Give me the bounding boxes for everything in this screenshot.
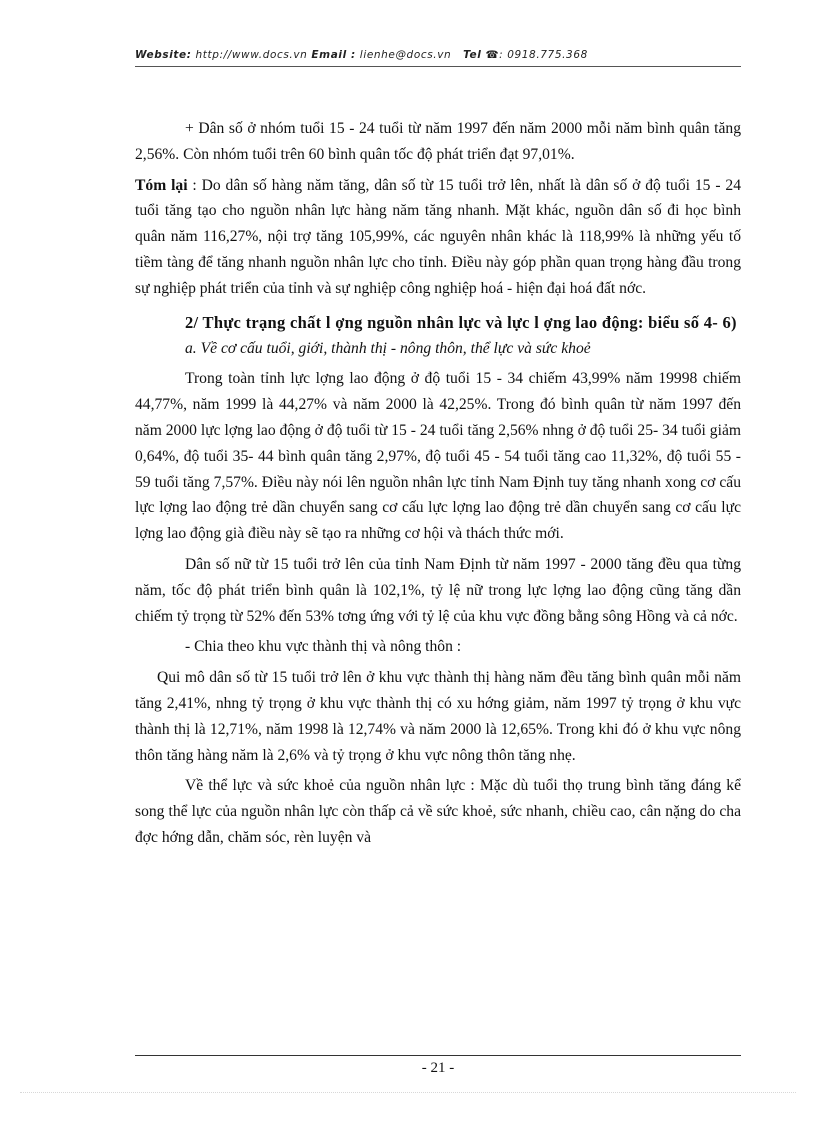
email-value[interactable]: lienhe@docs.vn — [359, 49, 452, 61]
tel-value: : 0918.775.368 — [499, 49, 588, 61]
email-label: Email : — [311, 49, 356, 61]
paragraph-age-group: + Dân số ở nhóm tuổi 15 - 24 tuổi từ năm 1997 đến năm 2000 mỗi năm bình quân tăng 2,56%. Còn nhóm tuổi trên 60 bình quân tốc độ phát triển đạt 97,01%. — [135, 120, 741, 163]
phone-icon: ☎ — [485, 49, 500, 61]
page-edge-dots — [20, 1092, 796, 1093]
document-body — [135, 116, 741, 856]
paragraph-urban-rural: Qui mô dân số từ 15 tuổi trở lên ở khu vực thành thị hàng năm đều tăng bình quân mỗi năm tăng 2,41%, nhng tỷ trọng ở khu vực thành thị có xu hớng giảm, năm 1997 tỷ trọng ở khu vực thành thị là 12,71%, năm 1998 là 12,74% và năm 2000 là 12,65%. Trong khi đó ở khu vực nông thôn tăng hàng năm là 2,6% và tỷ trọng ở khu vực nông thôn tăng nhẹ. — [135, 669, 741, 764]
paragraph-female-population: Dân số nữ từ 15 tuổi trở lên của tỉnh Nam Định từ năm 1997 - 2000 tăng đều qua từng năm, tốc độ phát triển bình quân là 102,1%, tỷ lệ nữ trong lực lợng lao động cũng tăng dần chiếm tỷ trọng từ 52% đến 53% tơng ứng với tỷ lệ của khu vực đồng bằng sông Hồng và cả nớc. — [135, 555, 741, 625]
paragraph-health: Về thể lực và sức khoẻ của nguồn nhân lực : Mặc dù tuổi thọ trung bình tăng đáng kể song thể lực của nguồn nhân lực còn thấp cả về sức khoẻ, sức nhanh, chiều cao, cân nặng do cha đợc hớng dẫn, chăm sóc, rèn luyện và — [135, 777, 741, 846]
paragraph-summary — [135, 173, 741, 302]
website-label: Website: — [135, 49, 192, 61]
page-header — [135, 49, 741, 61]
summary-label: Tóm lại — [135, 176, 188, 194]
footer-divider — [135, 1055, 741, 1056]
tel-label: Tel — [463, 49, 482, 61]
website-url[interactable]: http://www.docs.vn — [195, 49, 308, 61]
section-heading: 2/ Thực trạng chất l ợng nguồn nhân lực và lực l ợng lao động: biểu số 4- 6) — [185, 312, 737, 332]
summary-text: : Do dân số hàng năm tăng, dân số từ 15 tuổi trở lên, nhất là dân số ở độ tuổi 15 - 24 tuổi tăng tạo cho nguồn nhân lực hàng năm tăng nhanh. Mặt khác, nguồn dân số đi học bình quân năm 116,27%, nội trợ tăng 105,99%, các nguyên nhân khác là 118,99% là những yếu tố tiềm tàng để tăng nhanh nguồn nhân lực cho tỉnh. Điều này góp phần quan trọng hàng đầu trong sự nghiệp phát triển của tỉnh và sự nghiệp công nghiệp hoá - hiện đại hoá đất nớc. — [135, 176, 741, 297]
paragraph-labor-age: Trong toàn tỉnh lực lợng lao động ở độ tuổi 15 - 34 chiếm 43,99% năm 19998 chiếm 44,77%, năm 1999 là 44,27% và năm 2000 là 42,25%. Trong đó bình quân từ năm 1997 đến năm 2000 lực lợng lao động ở độ tuổi từ 15 - 24 tuổi tăng 2,56% nhng ở độ tuổi 25- 34 tuổi giảm 0,64%, độ tuổi 35- 44 bình quân tăng 2,97%, độ tuổi 45 - 54 tuổi tăng cao 11,32%, độ tuổi 55 - 59 tuổi tăng 7,57%. Điều này nói lên nguồn nhân lực tỉnh Nam Định tuy tăng nhanh xong cơ cấu lực lợng lao động trẻ dần chuyển sang cơ cấu lực lợng lao động trẻ dần chuyển sang cơ cấu lực lợng lao động già điều này sẽ tạo ra những cơ hội và thách thức mới. — [135, 370, 741, 543]
header-divider — [135, 66, 741, 67]
paragraph-urban-rural-label: - Chia theo khu vực thành thị và nông thôn : — [185, 638, 462, 656]
page-number: - 21 - — [421, 1060, 455, 1076]
subsection-heading: a. Về cơ cấu tuổi, giới, thành thị - nông thôn, thể lực và sức khoẻ — [185, 339, 591, 357]
